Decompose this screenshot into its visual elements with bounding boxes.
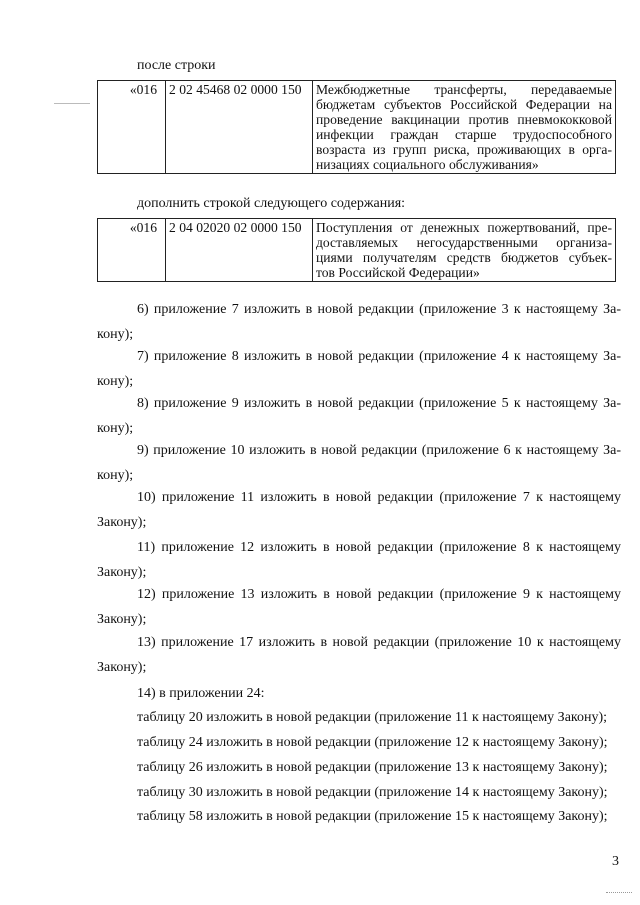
scan-artifact (606, 892, 632, 893)
item-line-continuation: Закону); (97, 565, 147, 580)
intro-after-line: после строки (137, 58, 216, 73)
description-line: возраста из групп риска, проживающих в орга- (316, 142, 612, 157)
item-line-continuation: Закону); (97, 515, 147, 530)
amendment-item-8 (97, 394, 621, 439)
description-line: низациях социального обслуживания» (316, 157, 539, 172)
admin-code-cell: «016 (98, 81, 166, 174)
amendment-item-7 (97, 347, 621, 392)
item-line-continuation: кону); (97, 468, 134, 483)
description-line: Поступления от денежных пожертвований, пре- (316, 220, 612, 235)
table-row (98, 219, 616, 282)
description-line: бюджетам субъектов Российской Федерации на (316, 97, 612, 112)
item-line-continuation: Закону); (97, 612, 147, 627)
item-line: 12) приложение 13 изложить в новой редакции (приложение 9 к настоящему (137, 587, 621, 602)
table-replacement-line: таблицу 24 изложить в новой редакции (приложение 12 к настоящему Закону); (137, 735, 608, 750)
description-line: проведение вакцинации против пневмококковой (316, 112, 612, 127)
table-replacement-line: таблицу 30 изложить в новой редакции (приложение 14 к настоящему Закону); (137, 785, 608, 800)
table-replacement-line: таблицу 20 изложить в новой редакции (приложение 11 к настоящему Закону); (137, 710, 608, 725)
item-line: 13) приложение 17 изложить в новой редакции (приложение 10 к настоящему (137, 635, 621, 650)
description-line: циями получателям средств бюджетов субъек- (316, 250, 612, 265)
item-line-continuation: Закону); (97, 660, 147, 675)
margin-mark (54, 103, 90, 104)
kbk-code-cell: 2 02 45468 02 0000 150 (166, 81, 313, 174)
item-line: 9) приложение 10 изложить в новой редакции (приложение 6 к настоящему За- (137, 443, 621, 458)
description-cell (313, 81, 616, 174)
intro-add-line: дополнить строкой следующего содержания: (137, 196, 406, 211)
description-line: тов Российской Федерации» (316, 265, 480, 280)
description-line: Межбюджетные трансферты, передаваемые (316, 82, 612, 97)
amendment-item-9 (97, 441, 621, 486)
item-line: 8) приложение 9 изложить в новой редакции (приложение 5 к настоящему За- (137, 396, 621, 411)
amendment-item-6 (97, 300, 621, 345)
amendment-item-11 (97, 538, 621, 583)
budget-code-table-2 (97, 218, 616, 282)
table-replacement-line: таблицу 58 изложить в новой редакции (приложение 15 к настоящему Закону); (137, 809, 608, 824)
table-row (98, 81, 616, 174)
amendment-item-13 (97, 633, 621, 678)
item-line-continuation: кону); (97, 327, 134, 342)
item-line-continuation: кону); (97, 374, 134, 389)
amendment-item-12 (97, 585, 621, 630)
description-line: инфекции граждан старше трудоспособного (316, 127, 612, 142)
kbk-code-cell: 2 04 02020 02 0000 150 (166, 219, 313, 282)
item-line: 10) приложение 11 изложить в новой редакции (приложение 7 к настоящему (137, 490, 621, 505)
item-line: 6) приложение 7 изложить в новой редакции (приложение 3 к настоящему За- (137, 302, 621, 317)
amendment-item-10 (97, 488, 621, 533)
description-line: доставляемых негосударственными организа- (316, 235, 612, 250)
item-line: 11) приложение 12 изложить в новой редакции (приложение 8 к настоящему (137, 540, 621, 555)
item-line-continuation: кону); (97, 421, 134, 436)
amendment-item-14: 14) в приложении 24: (137, 686, 265, 701)
description-cell (313, 219, 616, 282)
table-replacement-line: таблицу 26 изложить в новой редакции (приложение 13 к настоящему Закону); (137, 760, 608, 775)
item-line: 7) приложение 8 изложить в новой редакции (приложение 4 к настоящему За- (137, 349, 621, 364)
page-number: 3 (612, 854, 619, 869)
admin-code-cell: «016 (98, 219, 166, 282)
budget-code-table-1 (97, 80, 616, 174)
